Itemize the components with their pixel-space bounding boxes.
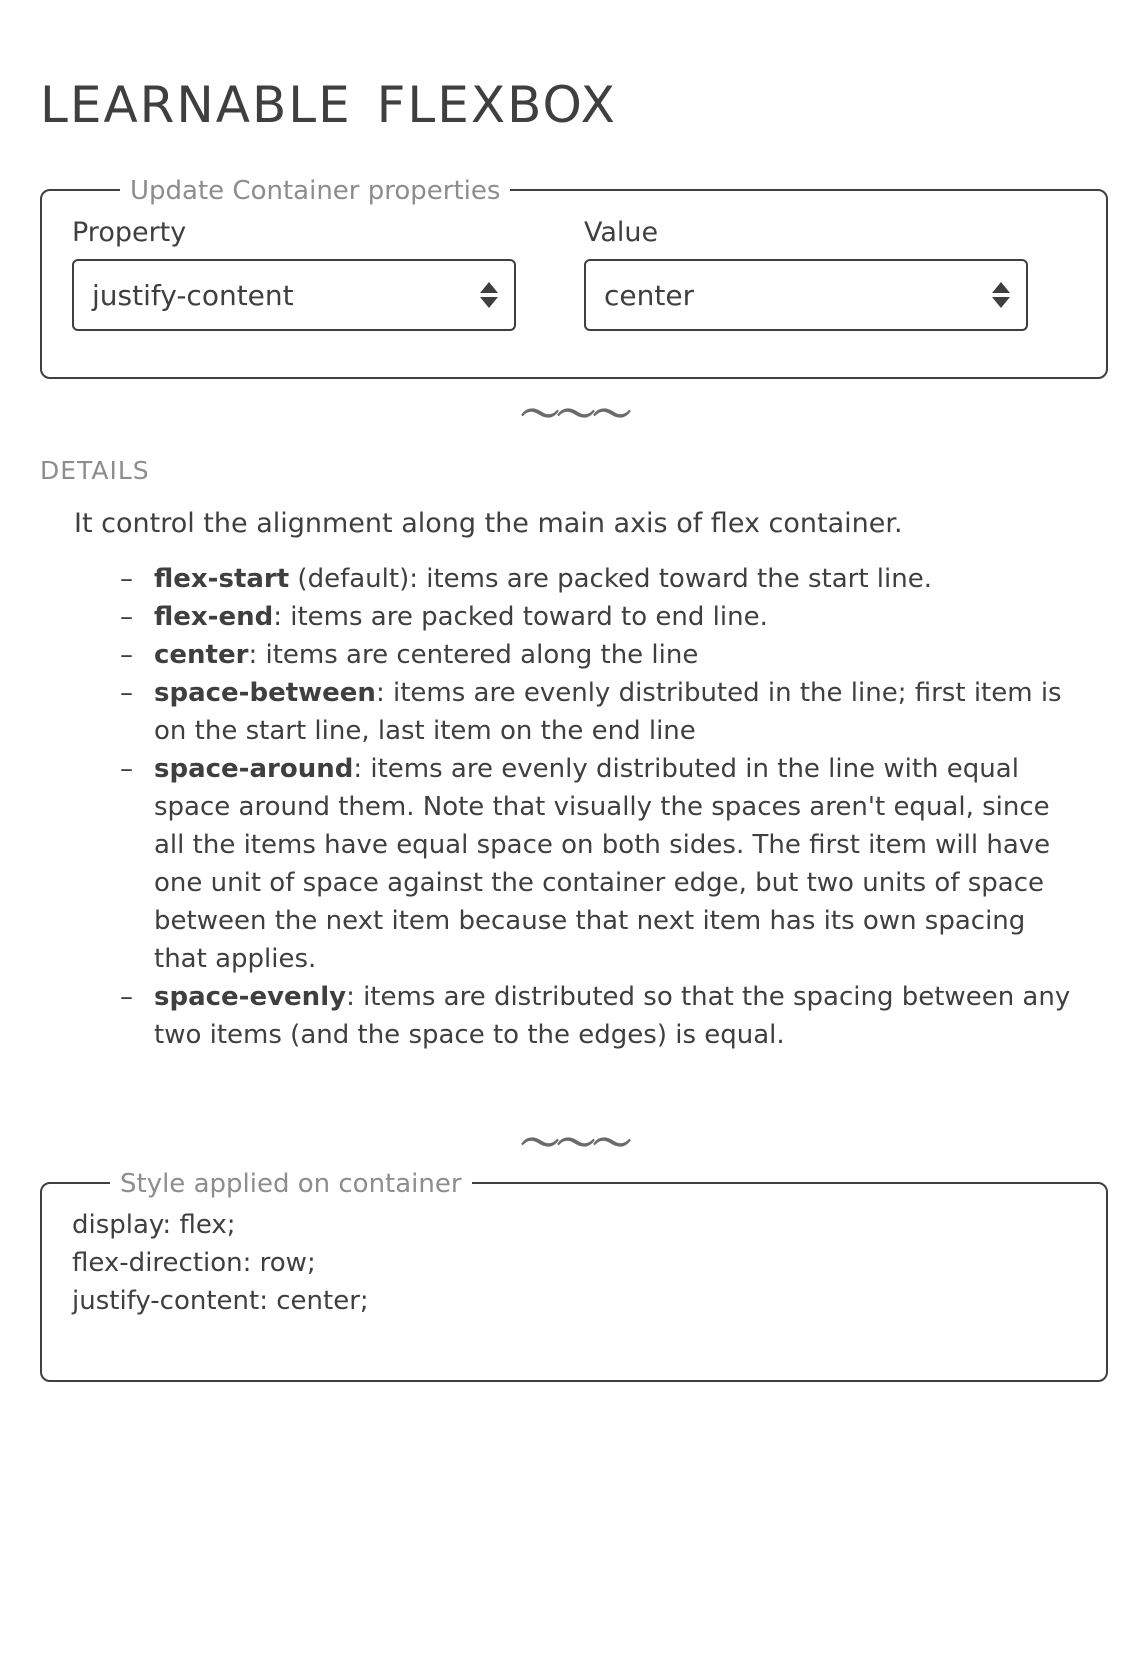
property-field	[72, 217, 516, 331]
list-item	[116, 636, 1074, 674]
details-intro: It control the alignment along the main axis of flex container.	[74, 508, 903, 540]
value-select[interactable]	[584, 259, 1028, 331]
squiggle-divider: 〜〜〜	[520, 392, 628, 439]
list-item	[116, 674, 1074, 750]
style-line: justify-content: center;	[72, 1286, 369, 1317]
value-field	[584, 217, 1028, 331]
list-item-keyword: space-around	[154, 754, 354, 785]
details-heading: details	[40, 447, 150, 489]
chevron-down-icon	[480, 297, 498, 308]
chevron-updown-icon[interactable]	[992, 282, 1010, 308]
page-title: learnable flexbox	[40, 55, 617, 139]
property-select-value: justify-content	[92, 278, 294, 312]
list-item-text: : items are evenly distributed in the line; first item is on the start line, last item on the end line	[154, 678, 1062, 747]
chevron-updown-icon[interactable]	[480, 282, 498, 308]
list-item-keyword: space-evenly	[154, 982, 347, 1013]
style-line: display: flex;	[72, 1210, 236, 1241]
chevron-up-icon	[480, 282, 498, 293]
list-item-keyword: flex-end	[154, 602, 274, 633]
list-item	[116, 978, 1074, 1054]
chevron-down-icon	[992, 297, 1010, 308]
chevron-up-icon	[992, 282, 1010, 293]
list-item-text: : items are centered along the line	[248, 640, 699, 671]
list-item-keyword: flex-start	[154, 564, 290, 595]
list-item-keyword: center	[154, 640, 249, 671]
property-value-row	[72, 217, 1076, 331]
list-item	[116, 560, 1074, 598]
property-label: Property	[72, 217, 187, 249]
container-properties-legend: Update Container properties	[120, 174, 510, 208]
list-item-text: (default): items are packed toward the start line.	[289, 564, 932, 595]
container-properties-panel	[40, 176, 1108, 379]
value-select-value: center	[604, 278, 695, 312]
list-item-text: : items are evenly distributed in the line with equal space around them. Note that visually the spaces aren't equal, since all the items have equal space on both sides. The first item will have one unit of space against the container edge, but two units of space between the next item because that next item has its own spacing that applies.	[154, 754, 1051, 975]
list-item-keyword: space-between	[154, 678, 376, 709]
property-select[interactable]	[72, 259, 516, 331]
applied-style-panel	[40, 1169, 1108, 1382]
list-item	[116, 750, 1074, 978]
style-line: flex-direction: row;	[72, 1248, 316, 1279]
value-label: Value	[584, 217, 659, 249]
details-list	[116, 560, 1108, 1054]
list-item-text: : items are distributed so that the spacing between any two items (and the space to the edges) is equal.	[154, 982, 1071, 1051]
list-item-text: : items are packed toward to end line.	[273, 602, 768, 633]
squiggle-divider: 〜〜〜	[520, 1121, 628, 1168]
list-item	[116, 598, 1074, 636]
applied-style-legend: Style applied on container	[110, 1167, 472, 1201]
